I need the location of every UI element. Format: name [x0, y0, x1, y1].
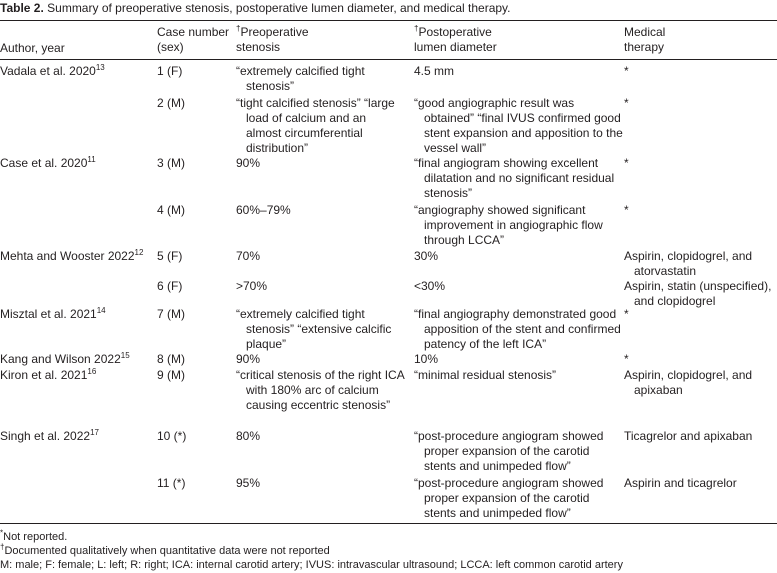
author-cell: Case et al. 2020$^{11}$ [0, 155, 96, 170]
post-cell: “post-procedure angiogram showed proper expansion of the carotid stents and unimpeded flow” [414, 429, 604, 473]
author-cell: Misztal et al. 2021$^{14}$ [0, 306, 106, 321]
med-cell: * [624, 203, 629, 217]
post-cell: 4.5 mm [414, 64, 455, 78]
post-cell: “good angiographic result was obtained” “final IVUS confirmed good stent expansion and apposition to the vessel wall” [414, 96, 623, 155]
med-cell: * [624, 156, 629, 170]
post-cell: “final angiography demonstrated good apposition of the stent and confirmed patency of the left ICA” [414, 307, 621, 351]
author-cell: Kiron et al. 2021$^{16}$ [0, 367, 97, 382]
header-pre-line2: stenosis [236, 40, 281, 54]
header-pre-line1: Preoperative [240, 25, 309, 39]
pre-cell: 60%–79% [236, 203, 291, 217]
case-cell: 4 (M) [157, 203, 185, 217]
author-cell: Vadala et al. 2020$^{13}$ [0, 63, 105, 78]
med-cell: Aspirin, statin (unspecified), and clopidogrel [624, 279, 772, 308]
author-cell: Singh et al. 2022$^{17}$ [0, 428, 99, 443]
pre-cell: “tight calcified stenosis” “large load of calcium and an almost circumferential distribution” [236, 96, 395, 155]
case-cell: 6 (F) [157, 279, 183, 293]
pre-cell: “extremely calcified tight stenosis” [236, 64, 365, 93]
footnote-not-reported: *Not reported. [0, 528, 68, 543]
caption-label: Table 2. [0, 1, 44, 15]
case-cell: 5 (F) [157, 249, 183, 263]
post-cell: “post-procedure angiogram showed proper expansion of the carotid stents and unimpeded flow” [414, 476, 604, 520]
case-cell: 9 (M) [157, 368, 185, 382]
pre-cell: “critical stenosis of the right ICA with 180% arc of calcium causing eccentric stenosis” [236, 368, 405, 412]
case-cell: 8 (M) [157, 352, 185, 366]
author-cell: Kang and Wilson 2022$^{15}$ [0, 351, 130, 366]
case-cell: 10 (*) [157, 429, 187, 443]
footnote-abbreviations: M: male; F: female; L: left; R: right; ICA: internal carotid artery; IVUS: intravascular ultrasound; LCCA: left common carotid artery [0, 559, 623, 571]
post-cell: 10% [414, 352, 439, 366]
pre-cell: 95% [236, 476, 261, 490]
bottom-rule [0, 523, 777, 524]
header-case-line2: (sex) [157, 40, 184, 54]
header-rule [0, 59, 777, 60]
med-cell: Aspirin, clopidogrel, and apixaban [624, 368, 753, 397]
pre-cell: >70% [236, 279, 268, 293]
header-post-line2: lumen diameter [414, 40, 497, 54]
header-case-line1: Case number [157, 25, 230, 39]
top-rule [0, 20, 777, 21]
case-cell: 11 (*) [157, 476, 186, 490]
med-cell: * [624, 64, 629, 78]
post-cell: 30% [414, 249, 439, 263]
footnote-qualitative: †Documented qualitatively when quantitative data were not reported [0, 542, 330, 557]
post-cell: <30% [414, 279, 446, 293]
case-cell: 1 (F) [157, 64, 183, 78]
header-med-line1: Medical [624, 25, 666, 39]
med-cell: * [624, 96, 629, 110]
case-cell: 7 (M) [157, 307, 185, 321]
header-medical [624, 25, 665, 55]
pre-cell: 80% [236, 429, 261, 443]
header-post-line1: Postoperative [418, 25, 492, 39]
dagger-mark: † [414, 24, 419, 33]
pre-cell: 90% [236, 352, 261, 366]
post-cell: “minimal residual stenosis” [414, 368, 557, 382]
pre-cell: 70% [236, 249, 261, 263]
med-cell: * [624, 352, 629, 366]
header-case [157, 25, 229, 55]
med-cell: * [624, 307, 629, 321]
table-caption [0, 1, 511, 16]
author-cell: Mehta and Wooster 2022$^{12}$ [0, 248, 144, 263]
header-postoperative [414, 25, 497, 55]
header-author: Author, year [0, 41, 65, 55]
pre-cell: “extremely calcified tight stenosis” “extensive calcific plaque” [236, 307, 392, 351]
header-med-line2: therapy [624, 40, 665, 54]
post-cell: “final angiogram showing excellent dilatation and no significant residual stenosis” [414, 156, 615, 200]
caption-text: Summary of preoperative stenosis, postoperative lumen diameter, and medical therapy. [47, 1, 511, 15]
header-preoperative [236, 25, 309, 55]
case-cell: 2 (M) [157, 96, 185, 110]
med-cell: Aspirin and ticagrelor [624, 476, 737, 490]
med-cell: Aspirin, clopidogrel, and atorvastatin [624, 249, 753, 278]
post-cell: “angiography showed significant improvement in angiographic flow through LCCA” [414, 203, 603, 247]
pre-cell: 90% [236, 156, 261, 170]
med-cell: Ticagrelor and apixaban [624, 429, 753, 443]
case-cell: 3 (M) [157, 156, 185, 170]
dagger-mark: † [236, 24, 241, 33]
